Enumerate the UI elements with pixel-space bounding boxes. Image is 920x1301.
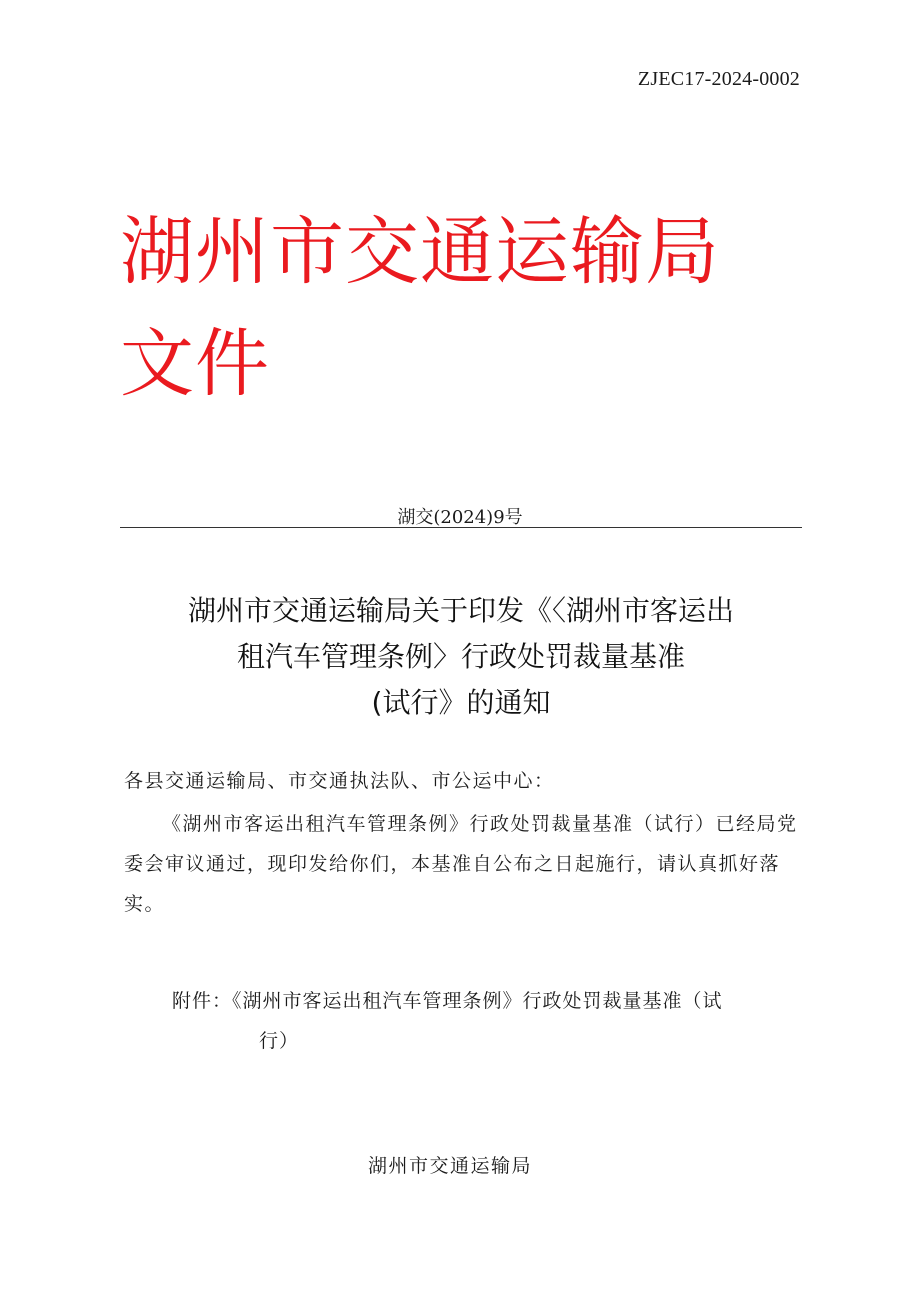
attachment-line-1: 附件：《湖州市客运出租汽车管理条例》行政处罚裁量基准（试 bbox=[172, 990, 723, 1012]
header-divider bbox=[120, 527, 802, 528]
title-line-1: 湖州市交通运输局关于印发《〈湖州市客运出 bbox=[187, 594, 734, 627]
body-paragraph: 《湖州市客运出租汽车管理条例》行政处罚裁量基准（试行）已经局党委会审议通过，现印发给你们，本基准自公布之日起施行，请认真抓好落实。 bbox=[124, 813, 798, 915]
issuer-signature: 湖州市交通运输局 bbox=[368, 1155, 533, 1177]
title-line-3: (试行》的通知 bbox=[371, 686, 551, 719]
document-number: 湖交(2024)9号 bbox=[397, 507, 523, 528]
document-code: ZJEC17-2024-0002 bbox=[637, 68, 800, 90]
salutation: 各县交通运输局、市交通执法队、市公运中心： bbox=[124, 770, 555, 792]
title-line-2: 租汽车管理条例〉行政处罚裁量基准 bbox=[236, 640, 685, 673]
document-title bbox=[120, 588, 802, 726]
red-header-title: 湖州市交通运输局文件 bbox=[120, 209, 720, 407]
attachment-line-2: 行） bbox=[259, 1030, 300, 1052]
attachment-note bbox=[172, 981, 812, 1061]
